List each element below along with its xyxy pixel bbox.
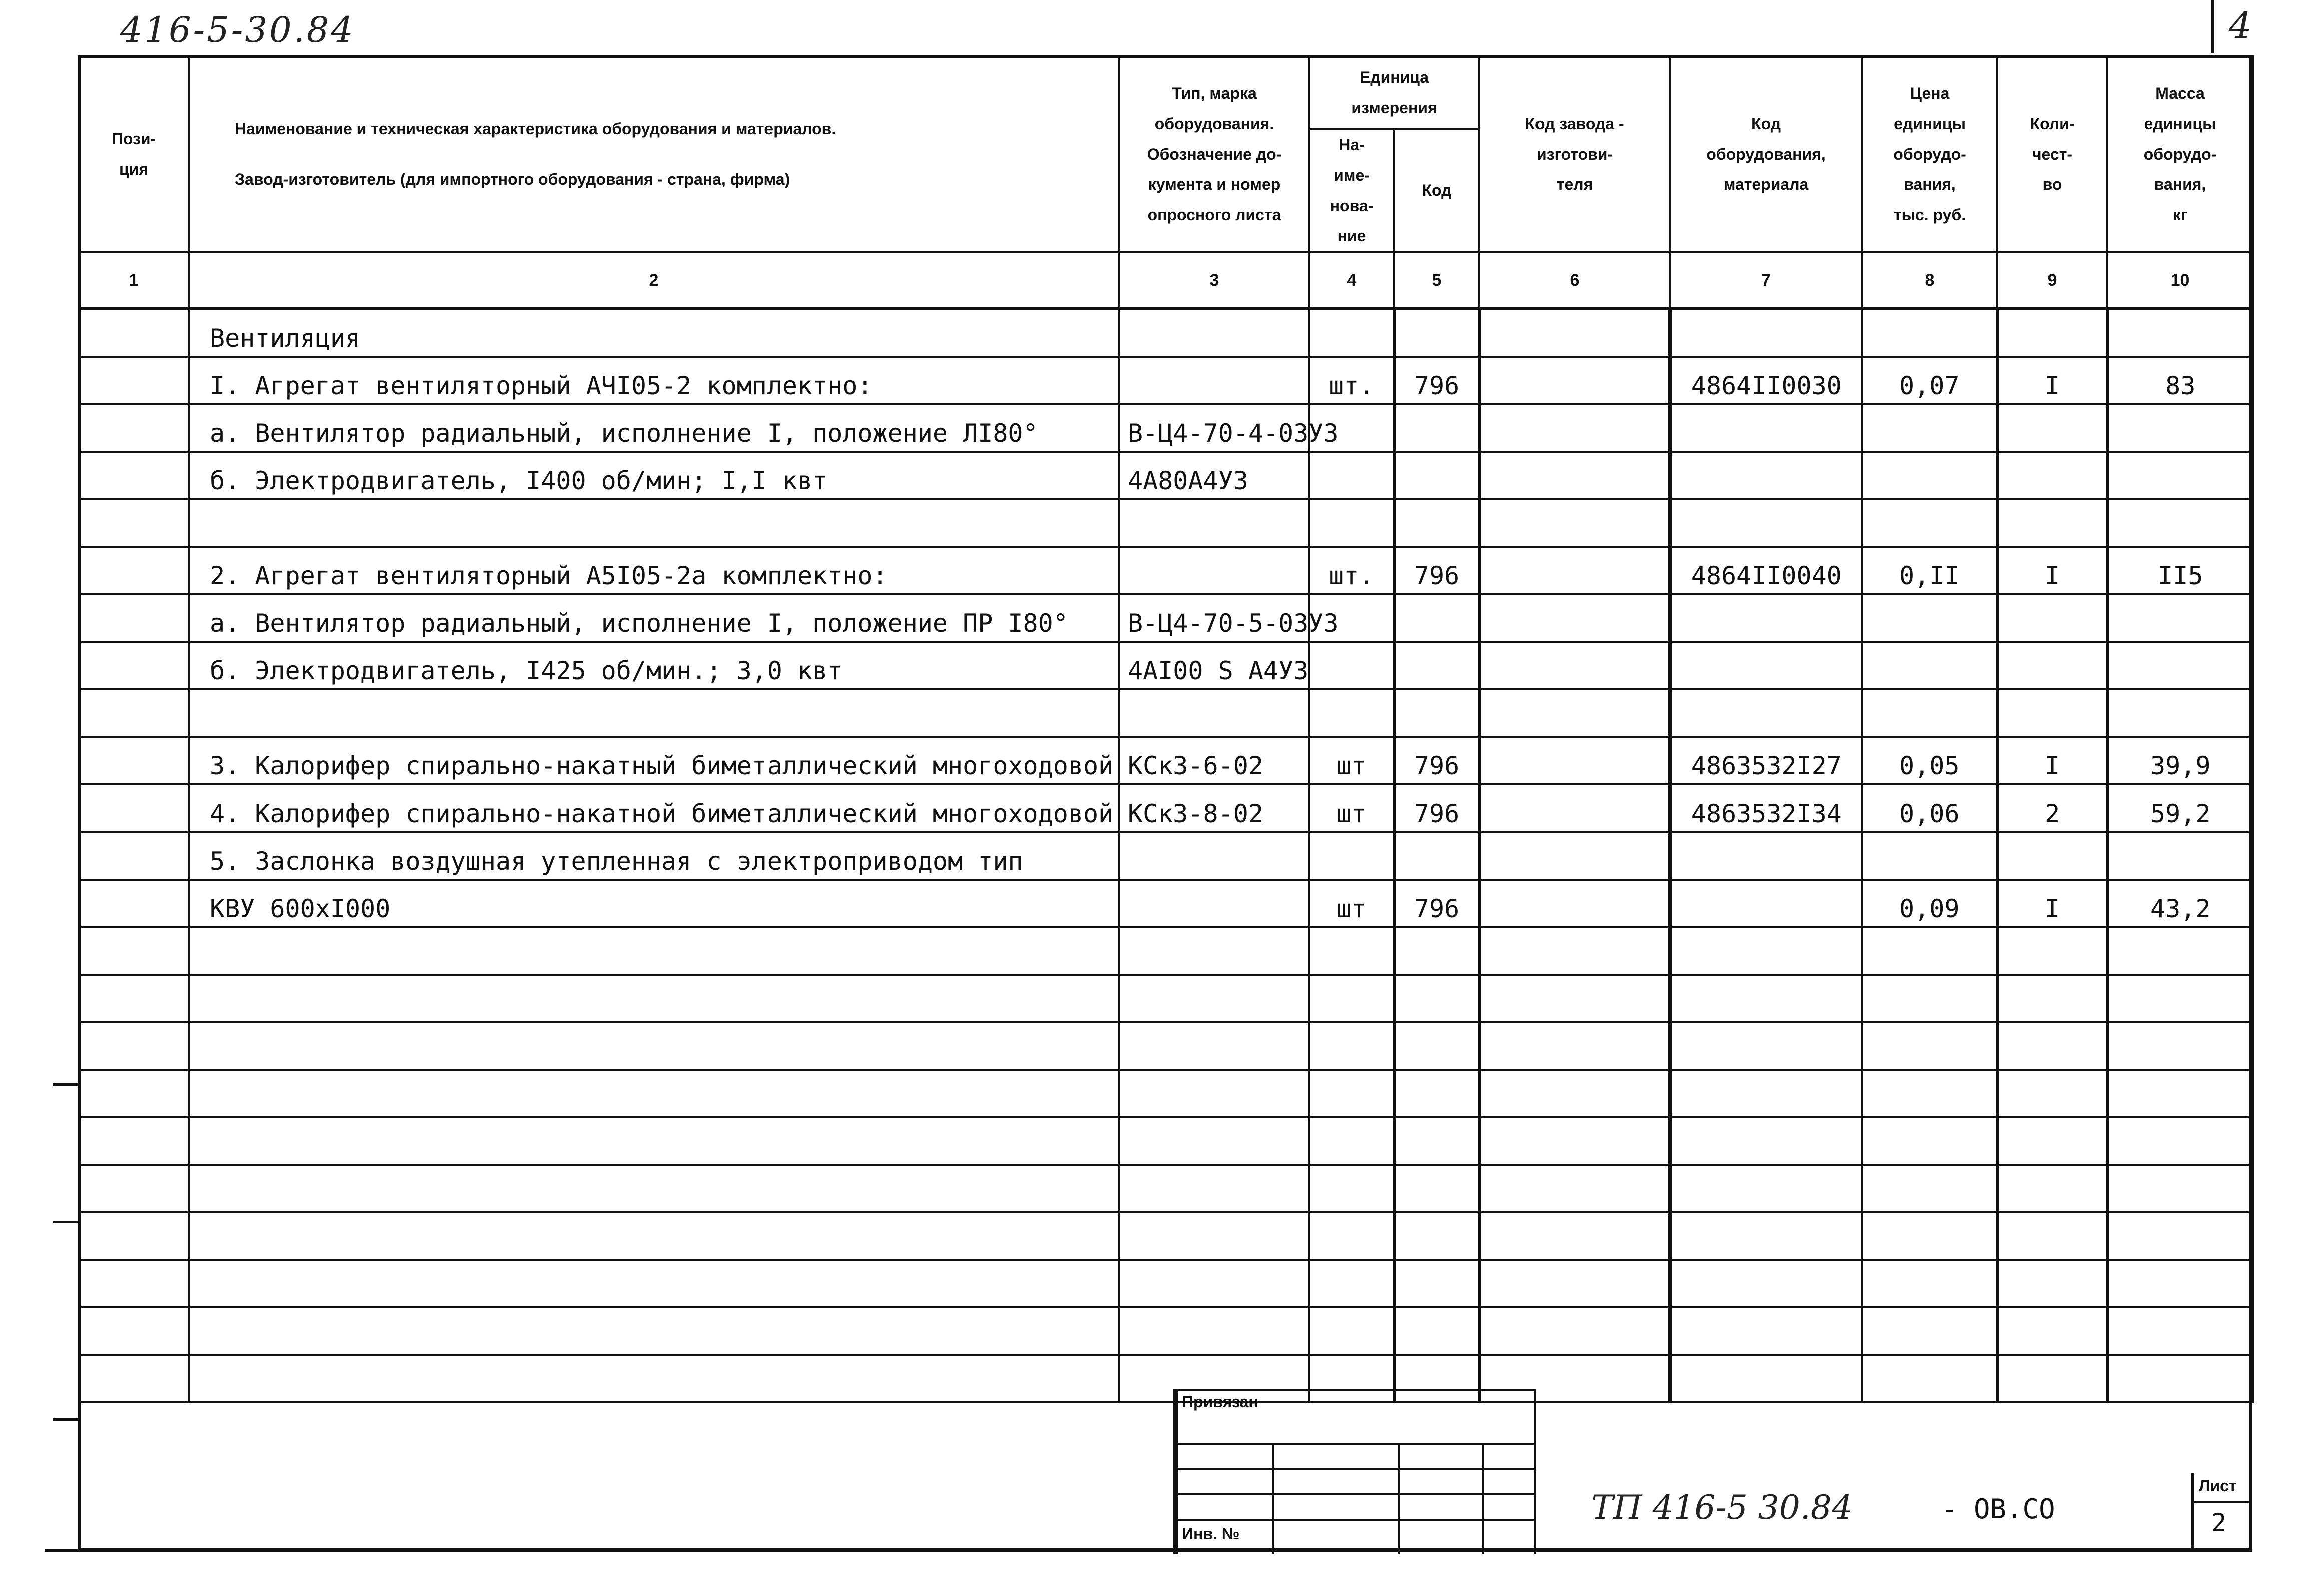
cell-code	[1394, 309, 1479, 357]
cell-qty: 2	[1997, 784, 2107, 832]
cell-mass	[2107, 689, 2253, 737]
header-mass: Масса единицы оборудо- вания, кг	[2107, 56, 2253, 252]
cell-mass: 39,9	[2107, 737, 2253, 784]
cell-type: В-Ц4-70-4-03УЗ	[1119, 404, 1309, 452]
bottom-rule	[45, 1549, 2252, 1552]
cell-factory	[1479, 1117, 1670, 1165]
cell-equip	[1670, 1022, 1862, 1070]
cell-name: 3. Калорифер спирально-накатный биметаллический многоходовой	[189, 737, 1119, 784]
table-row-empty	[79, 1070, 2253, 1117]
cell-factory	[1479, 309, 1670, 357]
cell-equip	[1670, 452, 1862, 499]
cell-price	[1862, 1355, 1997, 1402]
cell-mass	[2107, 1070, 2253, 1117]
cell-unit	[1309, 1260, 1394, 1307]
cell-factory	[1479, 1165, 1670, 1212]
cell-unit: шт	[1309, 880, 1394, 927]
cell-pos	[79, 1355, 189, 1402]
cell-price	[1862, 927, 1997, 975]
cell-pos	[79, 689, 189, 737]
cell-price	[1862, 594, 1997, 642]
cell-type	[1119, 547, 1309, 594]
margin-tick	[53, 1418, 78, 1421]
cell-factory	[1479, 975, 1670, 1022]
cell-mass	[2107, 832, 2253, 880]
cell-name: б. Электродвигатель, I400 об/мин; I,I квт	[189, 452, 1119, 499]
cell-code: 796	[1394, 784, 1479, 832]
cell-factory	[1479, 1022, 1670, 1070]
cell-unit	[1309, 1070, 1394, 1117]
cell-type: В-Ц4-70-5-03УЗ	[1119, 594, 1309, 642]
cell-factory	[1479, 784, 1670, 832]
cell-qty: I	[1997, 357, 2107, 404]
cell-qty	[1997, 642, 2107, 689]
header-factory-code: Код завода - изготови- теля	[1479, 56, 1670, 252]
cell-type	[1119, 1022, 1309, 1070]
cell-pos	[79, 1022, 189, 1070]
cell-pos	[79, 452, 189, 499]
cell-qty	[1997, 499, 2107, 547]
cell-code	[1394, 1022, 1479, 1070]
cell-factory	[1479, 1260, 1670, 1307]
cell-pos	[79, 784, 189, 832]
table-row-empty	[79, 1307, 2253, 1355]
cell-mass	[2107, 594, 2253, 642]
cell-mass	[2107, 499, 2253, 547]
table-row	[79, 689, 2253, 737]
cell-pos	[79, 1165, 189, 1212]
cell-pos	[79, 547, 189, 594]
table-row-empty	[79, 1260, 2253, 1307]
table-row-empty	[79, 1212, 2253, 1260]
cell-pos	[79, 975, 189, 1022]
cell-mass	[2107, 404, 2253, 452]
cell-qty	[1997, 1117, 2107, 1165]
cell-name: 5. Заслонка воздушная утепленная с электроприводом тип	[189, 832, 1119, 880]
cell-mass	[2107, 452, 2253, 499]
cell-qty	[1997, 1355, 2107, 1402]
cell-pos	[79, 309, 189, 357]
cell-mass	[2107, 1022, 2253, 1070]
cell-name	[189, 689, 1119, 737]
cell-qty	[1997, 975, 2107, 1022]
cell-equip: 4863532I34	[1670, 784, 1862, 832]
cell-type	[1119, 1212, 1309, 1260]
cell-type	[1119, 357, 1309, 404]
cell-equip	[1670, 1355, 1862, 1402]
cell-unit	[1309, 927, 1394, 975]
cell-unit	[1309, 1165, 1394, 1212]
cell-qty	[1997, 689, 2107, 737]
cell-mass	[2107, 1355, 2253, 1402]
cell-type	[1119, 1117, 1309, 1165]
cell-unit	[1309, 1307, 1394, 1355]
cell-name	[189, 1022, 1119, 1070]
cell-mass: II5	[2107, 547, 2253, 594]
cell-unit	[1309, 499, 1394, 547]
cell-unit	[1309, 452, 1394, 499]
specification-table	[78, 55, 2254, 1403]
cell-pos	[79, 642, 189, 689]
cell-mass	[2107, 1212, 2253, 1260]
cell-equip	[1670, 1307, 1862, 1355]
header-quantity: Коли- чест- во	[1997, 56, 2107, 252]
cell-name	[189, 1117, 1119, 1165]
margin-tick	[53, 1221, 78, 1223]
cell-name	[189, 1070, 1119, 1117]
cell-type: 4АI00 S А4УЗ	[1119, 642, 1309, 689]
cell-price	[1862, 499, 1997, 547]
sheet-label: Лист	[2199, 1477, 2237, 1495]
cell-unit	[1309, 1022, 1394, 1070]
cell-mass	[2107, 927, 2253, 975]
cell-code	[1394, 975, 1479, 1022]
document-designation-suffix: - ОВ.СО	[1941, 1493, 2055, 1525]
cell-factory	[1479, 1212, 1670, 1260]
cell-unit	[1309, 1117, 1394, 1165]
attachment-stamp	[1173, 1389, 1536, 1554]
cell-type	[1119, 689, 1309, 737]
cell-name: I. Агрегат вентиляторный АЧI05-2 комплектно:	[189, 357, 1119, 404]
header-type: Тип, марка оборудования. Обозначение до- кумента и номер опросного листа	[1119, 56, 1309, 252]
cell-equip	[1670, 1212, 1862, 1260]
cell-price	[1862, 1165, 1997, 1212]
cell-pos	[79, 737, 189, 784]
cell-code	[1394, 832, 1479, 880]
cell-factory	[1479, 1307, 1670, 1355]
cell-factory	[1479, 927, 1670, 975]
cell-equip	[1670, 975, 1862, 1022]
cell-qty	[1997, 1022, 2107, 1070]
table-row	[79, 784, 2253, 832]
document-number: 416-5-30.84	[120, 9, 355, 50]
table-row-empty	[79, 1117, 2253, 1165]
cell-qty	[1997, 1165, 2107, 1212]
cell-equip	[1670, 880, 1862, 927]
header-unit-name: На- име- нова- ние	[1309, 129, 1394, 252]
cell-name	[189, 927, 1119, 975]
cell-unit: шт.	[1309, 547, 1394, 594]
cell-code	[1394, 1307, 1479, 1355]
cell-name: Вентиляция	[189, 309, 1119, 357]
header-unit-group: Единица измерения	[1309, 56, 1479, 129]
table-row	[79, 880, 2253, 927]
cell-unit: шт	[1309, 784, 1394, 832]
sheet-divider	[2191, 1501, 2252, 1503]
margin-tick	[53, 1083, 78, 1086]
cell-factory	[1479, 737, 1670, 784]
cell-pos	[79, 499, 189, 547]
cell-equip	[1670, 309, 1862, 357]
cell-price: 0,II	[1862, 547, 1997, 594]
cell-equip	[1670, 1117, 1862, 1165]
column-numbers-row: 1 2 3 4 5 6 7 8 9 10	[79, 252, 2253, 309]
cell-type: 4А80А4УЗ	[1119, 452, 1309, 499]
table-row-empty	[79, 1355, 2253, 1402]
cell-price	[1862, 404, 1997, 452]
cell-unit: шт	[1309, 737, 1394, 784]
table-row	[79, 357, 2253, 404]
cell-qty	[1997, 1070, 2107, 1117]
table-row	[79, 594, 2253, 642]
cell-name: а. Вентилятор радиальный, исполнение I, положение ПР I80°	[189, 594, 1119, 642]
cell-price: 0,07	[1862, 357, 1997, 404]
cell-price	[1862, 1307, 1997, 1355]
cell-equip	[1670, 689, 1862, 737]
cell-name	[189, 1355, 1119, 1402]
cell-type	[1119, 1070, 1309, 1117]
cell-price	[1862, 642, 1997, 689]
table-row	[79, 737, 2253, 784]
cell-code	[1394, 1117, 1479, 1165]
cell-price	[1862, 1070, 1997, 1117]
cell-factory	[1479, 547, 1670, 594]
cell-pos	[79, 404, 189, 452]
cell-type	[1119, 1307, 1309, 1355]
cell-name: КВУ 600хI000	[189, 880, 1119, 927]
table-row-empty	[79, 975, 2253, 1022]
cell-code: 796	[1394, 880, 1479, 927]
cell-unit	[1309, 832, 1394, 880]
table-row-empty	[79, 1165, 2253, 1212]
cell-factory	[1479, 689, 1670, 737]
cell-name	[189, 975, 1119, 1022]
cell-code	[1394, 1260, 1479, 1307]
cell-mass	[2107, 642, 2253, 689]
cell-equip	[1670, 1165, 1862, 1212]
sheet-number: 2	[2211, 1508, 2227, 1537]
table-row	[79, 642, 2253, 689]
stamp-inventory-label: Инв. №	[1182, 1525, 1240, 1543]
cell-factory	[1479, 832, 1670, 880]
cell-mass: 43,2	[2107, 880, 2253, 927]
cell-equip: 4864II0040	[1670, 547, 1862, 594]
corner-divider	[2211, 0, 2214, 53]
cell-pos	[79, 594, 189, 642]
cell-price	[1862, 1117, 1997, 1165]
cell-code	[1394, 1212, 1479, 1260]
cell-mass: 59,2	[2107, 784, 2253, 832]
cell-qty	[1997, 452, 2107, 499]
cell-pos	[79, 1260, 189, 1307]
cell-code	[1394, 499, 1479, 547]
cell-equip	[1670, 927, 1862, 975]
cell-type	[1119, 1260, 1309, 1307]
cell-qty: I	[1997, 547, 2107, 594]
header-position: Пози- ция	[79, 56, 189, 252]
cell-code	[1394, 404, 1479, 452]
header-equipment-code: Код оборудования, материала	[1670, 56, 1862, 252]
cell-name	[189, 1307, 1119, 1355]
cell-factory	[1479, 1070, 1670, 1117]
cell-type: КСк3-8-02	[1119, 784, 1309, 832]
cell-qty	[1997, 1307, 2107, 1355]
cell-price	[1862, 452, 1997, 499]
cell-factory	[1479, 404, 1670, 452]
cell-mass: 83	[2107, 357, 2253, 404]
cell-price	[1862, 1212, 1997, 1260]
cell-name: 2. Агрегат вентиляторный А5I05-2а комплектно:	[189, 547, 1119, 594]
cell-type	[1119, 499, 1309, 547]
cell-qty	[1997, 404, 2107, 452]
table-row	[79, 499, 2253, 547]
cell-code	[1394, 689, 1479, 737]
cell-price: 0,06	[1862, 784, 1997, 832]
cell-code	[1394, 642, 1479, 689]
cell-pos	[79, 927, 189, 975]
cell-code	[1394, 1070, 1479, 1117]
cell-type	[1119, 832, 1309, 880]
cell-type	[1119, 880, 1309, 927]
cell-qty	[1997, 1212, 2107, 1260]
cell-price	[1862, 975, 1997, 1022]
cell-equip	[1670, 594, 1862, 642]
cell-qty: I	[1997, 880, 2107, 927]
cell-code: 796	[1394, 357, 1479, 404]
cell-unit	[1309, 309, 1394, 357]
cell-code	[1394, 927, 1479, 975]
cell-name: б. Электродвигатель, I425 об/мин.; 3,0 квт	[189, 642, 1119, 689]
document-designation: ТП 416-5 30.84	[1591, 1488, 1853, 1527]
cell-price: 0,09	[1862, 880, 1997, 927]
cell-qty	[1997, 832, 2107, 880]
cell-pos	[79, 357, 189, 404]
cell-code	[1394, 594, 1479, 642]
cell-equip: 4864II0030	[1670, 357, 1862, 404]
cell-type: КСк3-6-02	[1119, 737, 1309, 784]
cell-factory	[1479, 642, 1670, 689]
cell-qty	[1997, 1260, 2107, 1307]
cell-type	[1119, 975, 1309, 1022]
cell-mass	[2107, 1307, 2253, 1355]
cell-code	[1394, 452, 1479, 499]
cell-name	[189, 1260, 1119, 1307]
cell-pos	[79, 1117, 189, 1165]
cell-equip	[1670, 642, 1862, 689]
cell-equip	[1670, 832, 1862, 880]
cell-equip	[1670, 499, 1862, 547]
cell-qty: I	[1997, 737, 2107, 784]
cell-mass	[2107, 975, 2253, 1022]
cell-code: 796	[1394, 547, 1479, 594]
table-row	[79, 309, 2253, 357]
cell-qty	[1997, 309, 2107, 357]
cell-price	[1862, 689, 1997, 737]
cell-factory	[1479, 452, 1670, 499]
cell-type	[1119, 1165, 1309, 1212]
cell-mass	[2107, 1165, 2253, 1212]
cell-code: 796	[1394, 737, 1479, 784]
cell-pos	[79, 1212, 189, 1260]
cell-equip	[1670, 1260, 1862, 1307]
cell-pos	[79, 1307, 189, 1355]
cell-pos	[79, 880, 189, 927]
cell-factory	[1479, 499, 1670, 547]
cell-name	[189, 1212, 1119, 1260]
cell-price: 0,05	[1862, 737, 1997, 784]
table-row	[79, 832, 2253, 880]
cell-unit	[1309, 689, 1394, 737]
cell-factory	[1479, 357, 1670, 404]
cell-factory	[1479, 880, 1670, 927]
cell-qty	[1997, 594, 2107, 642]
cell-equip	[1670, 1070, 1862, 1117]
table-row	[79, 404, 2253, 452]
stamp-title: Привязан	[1182, 1393, 1258, 1411]
cell-name	[189, 499, 1119, 547]
table-row-empty	[79, 1022, 2253, 1070]
cell-name: 4. Калорифер спирально-накатной биметаллический многоходовой	[189, 784, 1119, 832]
cell-factory	[1479, 594, 1670, 642]
cell-price	[1862, 1022, 1997, 1070]
header-name: Наименование и техническая характеристика оборудования и материалов. Завод-изготовитель (для импортного оборудования - страна, фирма)	[189, 56, 1119, 252]
cell-type	[1119, 927, 1309, 975]
cell-pos	[79, 832, 189, 880]
cell-name: а. Вентилятор радиальный, исполнение I, положение ЛI80°	[189, 404, 1119, 452]
cell-price	[1862, 1260, 1997, 1307]
cell-name	[189, 1165, 1119, 1212]
table-row	[79, 452, 2253, 499]
cell-mass	[2107, 309, 2253, 357]
cell-mass	[2107, 1260, 2253, 1307]
cell-unit: шт.	[1309, 357, 1394, 404]
header-unit-code: Код	[1394, 129, 1479, 252]
header-price: Цена единицы оборудо- вания, тыс. руб.	[1862, 56, 1997, 252]
cell-type	[1119, 309, 1309, 357]
cell-price	[1862, 832, 1997, 880]
cell-mass	[2107, 1117, 2253, 1165]
corner-page-number: 4	[2229, 4, 2252, 46]
table-row-empty	[79, 927, 2253, 975]
cell-unit	[1309, 642, 1394, 689]
cell-price	[1862, 309, 1997, 357]
cell-equip	[1670, 404, 1862, 452]
cell-equip: 4863532I27	[1670, 737, 1862, 784]
cell-unit	[1309, 1212, 1394, 1260]
cell-pos	[79, 1070, 189, 1117]
cell-qty	[1997, 927, 2107, 975]
table-row	[79, 547, 2253, 594]
cell-unit	[1309, 975, 1394, 1022]
cell-code	[1394, 1165, 1479, 1212]
